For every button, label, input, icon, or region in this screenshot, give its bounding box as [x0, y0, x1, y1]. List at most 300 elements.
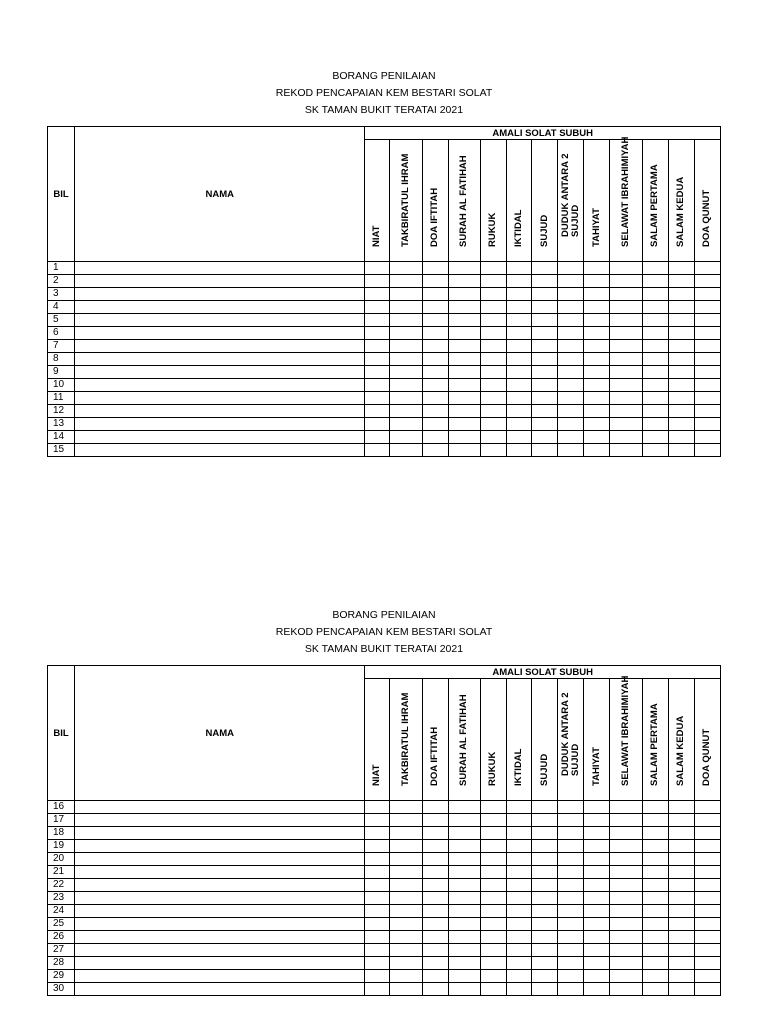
- score-cell[interactable]: [668, 944, 694, 957]
- name-cell[interactable]: [75, 944, 365, 957]
- score-cell[interactable]: [390, 444, 422, 457]
- name-cell[interactable]: [75, 379, 365, 392]
- score-cell[interactable]: [610, 814, 642, 827]
- score-cell[interactable]: [558, 905, 584, 918]
- score-cell[interactable]: [422, 931, 448, 944]
- score-cell[interactable]: [642, 405, 668, 418]
- score-cell[interactable]: [610, 275, 642, 288]
- score-cell[interactable]: [390, 957, 422, 970]
- score-cell[interactable]: [584, 879, 610, 892]
- score-cell[interactable]: [422, 814, 448, 827]
- name-cell[interactable]: [75, 327, 365, 340]
- score-cell[interactable]: [448, 314, 480, 327]
- score-cell[interactable]: [480, 379, 506, 392]
- score-cell[interactable]: [480, 301, 506, 314]
- score-cell[interactable]: [506, 827, 531, 840]
- score-cell[interactable]: [422, 405, 448, 418]
- score-cell[interactable]: [642, 392, 668, 405]
- score-cell[interactable]: [480, 827, 506, 840]
- score-cell[interactable]: [610, 970, 642, 983]
- score-cell[interactable]: [584, 366, 610, 379]
- score-cell[interactable]: [365, 340, 390, 353]
- score-cell[interactable]: [448, 431, 480, 444]
- score-cell[interactable]: [448, 392, 480, 405]
- score-cell[interactable]: [694, 327, 720, 340]
- score-cell[interactable]: [532, 262, 558, 275]
- score-cell[interactable]: [558, 892, 584, 905]
- score-cell[interactable]: [558, 392, 584, 405]
- score-cell[interactable]: [610, 918, 642, 931]
- score-cell[interactable]: [422, 853, 448, 866]
- name-cell[interactable]: [75, 840, 365, 853]
- score-cell[interactable]: [668, 957, 694, 970]
- score-cell[interactable]: [480, 801, 506, 814]
- score-cell[interactable]: [532, 827, 558, 840]
- score-cell[interactable]: [668, 892, 694, 905]
- score-cell[interactable]: [642, 801, 668, 814]
- score-cell[interactable]: [390, 983, 422, 996]
- score-cell[interactable]: [422, 970, 448, 983]
- score-cell[interactable]: [610, 827, 642, 840]
- score-cell[interactable]: [422, 957, 448, 970]
- score-cell[interactable]: [448, 840, 480, 853]
- score-cell[interactable]: [642, 431, 668, 444]
- score-cell[interactable]: [480, 905, 506, 918]
- score-cell[interactable]: [532, 392, 558, 405]
- score-cell[interactable]: [480, 840, 506, 853]
- score-cell[interactable]: [422, 983, 448, 996]
- score-cell[interactable]: [390, 892, 422, 905]
- score-cell[interactable]: [480, 275, 506, 288]
- score-cell[interactable]: [558, 983, 584, 996]
- score-cell[interactable]: [506, 353, 531, 366]
- score-cell[interactable]: [584, 827, 610, 840]
- score-cell[interactable]: [448, 288, 480, 301]
- score-cell[interactable]: [506, 970, 531, 983]
- score-cell[interactable]: [448, 827, 480, 840]
- score-cell[interactable]: [642, 366, 668, 379]
- score-cell[interactable]: [584, 983, 610, 996]
- score-cell[interactable]: [532, 288, 558, 301]
- score-cell[interactable]: [532, 444, 558, 457]
- score-cell[interactable]: [365, 392, 390, 405]
- score-cell[interactable]: [668, 431, 694, 444]
- score-cell[interactable]: [694, 418, 720, 431]
- score-cell[interactable]: [365, 944, 390, 957]
- score-cell[interactable]: [694, 405, 720, 418]
- score-cell[interactable]: [668, 405, 694, 418]
- score-cell[interactable]: [448, 444, 480, 457]
- name-cell[interactable]: [75, 288, 365, 301]
- score-cell[interactable]: [610, 418, 642, 431]
- score-cell[interactable]: [532, 866, 558, 879]
- score-cell[interactable]: [642, 288, 668, 301]
- score-cell[interactable]: [506, 866, 531, 879]
- score-cell[interactable]: [668, 814, 694, 827]
- score-cell[interactable]: [610, 879, 642, 892]
- score-cell[interactable]: [448, 405, 480, 418]
- score-cell[interactable]: [668, 366, 694, 379]
- score-cell[interactable]: [532, 983, 558, 996]
- score-cell[interactable]: [390, 288, 422, 301]
- score-cell[interactable]: [480, 262, 506, 275]
- score-cell[interactable]: [694, 970, 720, 983]
- score-cell[interactable]: [584, 418, 610, 431]
- name-cell[interactable]: [75, 957, 365, 970]
- score-cell[interactable]: [610, 866, 642, 879]
- score-cell[interactable]: [642, 262, 668, 275]
- score-cell[interactable]: [448, 366, 480, 379]
- score-cell[interactable]: [694, 879, 720, 892]
- score-cell[interactable]: [558, 944, 584, 957]
- score-cell[interactable]: [390, 840, 422, 853]
- score-cell[interactable]: [422, 944, 448, 957]
- score-cell[interactable]: [532, 366, 558, 379]
- name-cell[interactable]: [75, 983, 365, 996]
- name-cell[interactable]: [75, 866, 365, 879]
- score-cell[interactable]: [532, 879, 558, 892]
- score-cell[interactable]: [448, 275, 480, 288]
- score-cell[interactable]: [610, 314, 642, 327]
- score-cell[interactable]: [365, 814, 390, 827]
- name-cell[interactable]: [75, 827, 365, 840]
- score-cell[interactable]: [558, 918, 584, 931]
- score-cell[interactable]: [365, 444, 390, 457]
- score-cell[interactable]: [390, 262, 422, 275]
- score-cell[interactable]: [610, 853, 642, 866]
- score-cell[interactable]: [365, 983, 390, 996]
- name-cell[interactable]: [75, 405, 365, 418]
- score-cell[interactable]: [584, 970, 610, 983]
- score-cell[interactable]: [610, 801, 642, 814]
- score-cell[interactable]: [668, 931, 694, 944]
- score-cell[interactable]: [668, 327, 694, 340]
- score-cell[interactable]: [532, 801, 558, 814]
- score-cell[interactable]: [558, 418, 584, 431]
- score-cell[interactable]: [448, 879, 480, 892]
- name-cell[interactable]: [75, 905, 365, 918]
- score-cell[interactable]: [668, 827, 694, 840]
- score-cell[interactable]: [506, 275, 531, 288]
- score-cell[interactable]: [506, 314, 531, 327]
- score-cell[interactable]: [390, 366, 422, 379]
- score-cell[interactable]: [390, 814, 422, 827]
- score-cell[interactable]: [558, 314, 584, 327]
- score-cell[interactable]: [584, 444, 610, 457]
- score-cell[interactable]: [532, 301, 558, 314]
- score-cell[interactable]: [558, 275, 584, 288]
- score-cell[interactable]: [694, 892, 720, 905]
- score-cell[interactable]: [390, 866, 422, 879]
- score-cell[interactable]: [642, 879, 668, 892]
- score-cell[interactable]: [480, 944, 506, 957]
- score-cell[interactable]: [480, 431, 506, 444]
- score-cell[interactable]: [480, 353, 506, 366]
- name-cell[interactable]: [75, 801, 365, 814]
- score-cell[interactable]: [506, 918, 531, 931]
- score-cell[interactable]: [584, 866, 610, 879]
- score-cell[interactable]: [668, 288, 694, 301]
- score-cell[interactable]: [390, 301, 422, 314]
- score-cell[interactable]: [642, 983, 668, 996]
- score-cell[interactable]: [694, 983, 720, 996]
- score-cell[interactable]: [642, 957, 668, 970]
- score-cell[interactable]: [365, 866, 390, 879]
- score-cell[interactable]: [558, 366, 584, 379]
- score-cell[interactable]: [532, 418, 558, 431]
- score-cell[interactable]: [422, 392, 448, 405]
- score-cell[interactable]: [584, 957, 610, 970]
- score-cell[interactable]: [642, 444, 668, 457]
- score-cell[interactable]: [558, 262, 584, 275]
- score-cell[interactable]: [558, 444, 584, 457]
- score-cell[interactable]: [694, 314, 720, 327]
- score-cell[interactable]: [584, 840, 610, 853]
- score-cell[interactable]: [448, 866, 480, 879]
- score-cell[interactable]: [448, 918, 480, 931]
- score-cell[interactable]: [694, 814, 720, 827]
- score-cell[interactable]: [422, 262, 448, 275]
- score-cell[interactable]: [558, 827, 584, 840]
- score-cell[interactable]: [365, 379, 390, 392]
- score-cell[interactable]: [668, 418, 694, 431]
- score-cell[interactable]: [422, 340, 448, 353]
- score-cell[interactable]: [422, 840, 448, 853]
- score-cell[interactable]: [506, 814, 531, 827]
- name-cell[interactable]: [75, 931, 365, 944]
- score-cell[interactable]: [506, 879, 531, 892]
- score-cell[interactable]: [365, 970, 390, 983]
- score-cell[interactable]: [694, 262, 720, 275]
- score-cell[interactable]: [668, 840, 694, 853]
- score-cell[interactable]: [532, 405, 558, 418]
- score-cell[interactable]: [610, 262, 642, 275]
- score-cell[interactable]: [532, 353, 558, 366]
- score-cell[interactable]: [422, 275, 448, 288]
- score-cell[interactable]: [365, 405, 390, 418]
- name-cell[interactable]: [75, 431, 365, 444]
- score-cell[interactable]: [422, 431, 448, 444]
- score-cell[interactable]: [390, 944, 422, 957]
- score-cell[interactable]: [642, 327, 668, 340]
- score-cell[interactable]: [390, 905, 422, 918]
- score-cell[interactable]: [390, 405, 422, 418]
- score-cell[interactable]: [668, 879, 694, 892]
- score-cell[interactable]: [448, 905, 480, 918]
- score-cell[interactable]: [558, 879, 584, 892]
- score-cell[interactable]: [480, 418, 506, 431]
- score-cell[interactable]: [584, 314, 610, 327]
- score-cell[interactable]: [390, 275, 422, 288]
- score-cell[interactable]: [422, 444, 448, 457]
- score-cell[interactable]: [610, 957, 642, 970]
- score-cell[interactable]: [532, 340, 558, 353]
- score-cell[interactable]: [448, 353, 480, 366]
- score-cell[interactable]: [642, 905, 668, 918]
- score-cell[interactable]: [584, 918, 610, 931]
- score-cell[interactable]: [610, 905, 642, 918]
- score-cell[interactable]: [532, 814, 558, 827]
- score-cell[interactable]: [506, 340, 531, 353]
- score-cell[interactable]: [422, 827, 448, 840]
- score-cell[interactable]: [694, 379, 720, 392]
- score-cell[interactable]: [365, 801, 390, 814]
- score-cell[interactable]: [365, 840, 390, 853]
- score-cell[interactable]: [365, 892, 390, 905]
- score-cell[interactable]: [480, 814, 506, 827]
- score-cell[interactable]: [422, 801, 448, 814]
- score-cell[interactable]: [584, 288, 610, 301]
- score-cell[interactable]: [694, 288, 720, 301]
- score-cell[interactable]: [506, 405, 531, 418]
- score-cell[interactable]: [390, 379, 422, 392]
- score-cell[interactable]: [668, 353, 694, 366]
- score-cell[interactable]: [694, 431, 720, 444]
- score-cell[interactable]: [480, 970, 506, 983]
- score-cell[interactable]: [532, 970, 558, 983]
- score-cell[interactable]: [668, 866, 694, 879]
- score-cell[interactable]: [694, 801, 720, 814]
- score-cell[interactable]: [480, 879, 506, 892]
- score-cell[interactable]: [558, 353, 584, 366]
- score-cell[interactable]: [584, 405, 610, 418]
- score-cell[interactable]: [610, 983, 642, 996]
- score-cell[interactable]: [610, 944, 642, 957]
- score-cell[interactable]: [584, 392, 610, 405]
- score-cell[interactable]: [610, 366, 642, 379]
- score-cell[interactable]: [480, 957, 506, 970]
- score-cell[interactable]: [506, 931, 531, 944]
- name-cell[interactable]: [75, 314, 365, 327]
- score-cell[interactable]: [558, 931, 584, 944]
- score-cell[interactable]: [448, 379, 480, 392]
- score-cell[interactable]: [558, 853, 584, 866]
- score-cell[interactable]: [532, 840, 558, 853]
- score-cell[interactable]: [610, 392, 642, 405]
- score-cell[interactable]: [668, 801, 694, 814]
- score-cell[interactable]: [506, 262, 531, 275]
- score-cell[interactable]: [365, 853, 390, 866]
- score-cell[interactable]: [480, 288, 506, 301]
- score-cell[interactable]: [480, 340, 506, 353]
- score-cell[interactable]: [365, 957, 390, 970]
- score-cell[interactable]: [448, 892, 480, 905]
- score-cell[interactable]: [390, 879, 422, 892]
- score-cell[interactable]: [448, 418, 480, 431]
- score-cell[interactable]: [390, 970, 422, 983]
- name-cell[interactable]: [75, 262, 365, 275]
- score-cell[interactable]: [668, 444, 694, 457]
- score-cell[interactable]: [558, 957, 584, 970]
- score-cell[interactable]: [694, 840, 720, 853]
- score-cell[interactable]: [480, 918, 506, 931]
- score-cell[interactable]: [642, 314, 668, 327]
- score-cell[interactable]: [448, 957, 480, 970]
- score-cell[interactable]: [480, 405, 506, 418]
- score-cell[interactable]: [668, 918, 694, 931]
- name-cell[interactable]: [75, 301, 365, 314]
- score-cell[interactable]: [422, 866, 448, 879]
- score-cell[interactable]: [390, 418, 422, 431]
- score-cell[interactable]: [448, 970, 480, 983]
- score-cell[interactable]: [584, 431, 610, 444]
- score-cell[interactable]: [642, 275, 668, 288]
- score-cell[interactable]: [448, 814, 480, 827]
- score-cell[interactable]: [558, 814, 584, 827]
- score-cell[interactable]: [422, 379, 448, 392]
- score-cell[interactable]: [642, 418, 668, 431]
- score-cell[interactable]: [390, 931, 422, 944]
- score-cell[interactable]: [610, 840, 642, 853]
- score-cell[interactable]: [610, 431, 642, 444]
- name-cell[interactable]: [75, 444, 365, 457]
- score-cell[interactable]: [694, 866, 720, 879]
- score-cell[interactable]: [610, 288, 642, 301]
- score-cell[interactable]: [506, 379, 531, 392]
- score-cell[interactable]: [584, 853, 610, 866]
- score-cell[interactable]: [584, 353, 610, 366]
- score-cell[interactable]: [506, 840, 531, 853]
- score-cell[interactable]: [422, 353, 448, 366]
- name-cell[interactable]: [75, 392, 365, 405]
- name-cell[interactable]: [75, 892, 365, 905]
- score-cell[interactable]: [365, 262, 390, 275]
- score-cell[interactable]: [642, 892, 668, 905]
- score-cell[interactable]: [506, 801, 531, 814]
- score-cell[interactable]: [365, 918, 390, 931]
- score-cell[interactable]: [694, 957, 720, 970]
- score-cell[interactable]: [390, 827, 422, 840]
- score-cell[interactable]: [532, 379, 558, 392]
- score-cell[interactable]: [610, 379, 642, 392]
- score-cell[interactable]: [365, 366, 390, 379]
- score-cell[interactable]: [558, 379, 584, 392]
- score-cell[interactable]: [390, 392, 422, 405]
- score-cell[interactable]: [390, 327, 422, 340]
- score-cell[interactable]: [365, 827, 390, 840]
- score-cell[interactable]: [506, 944, 531, 957]
- score-cell[interactable]: [668, 262, 694, 275]
- score-cell[interactable]: [480, 444, 506, 457]
- score-cell[interactable]: [610, 444, 642, 457]
- score-cell[interactable]: [532, 314, 558, 327]
- score-cell[interactable]: [558, 405, 584, 418]
- score-cell[interactable]: [668, 853, 694, 866]
- score-cell[interactable]: [584, 301, 610, 314]
- score-cell[interactable]: [422, 918, 448, 931]
- score-cell[interactable]: [642, 918, 668, 931]
- score-cell[interactable]: [668, 340, 694, 353]
- score-cell[interactable]: [558, 327, 584, 340]
- score-cell[interactable]: [506, 444, 531, 457]
- score-cell[interactable]: [448, 327, 480, 340]
- score-cell[interactable]: [532, 275, 558, 288]
- score-cell[interactable]: [532, 957, 558, 970]
- score-cell[interactable]: [610, 301, 642, 314]
- score-cell[interactable]: [584, 379, 610, 392]
- score-cell[interactable]: [642, 340, 668, 353]
- score-cell[interactable]: [422, 418, 448, 431]
- score-cell[interactable]: [642, 827, 668, 840]
- score-cell[interactable]: [694, 353, 720, 366]
- name-cell[interactable]: [75, 879, 365, 892]
- score-cell[interactable]: [642, 866, 668, 879]
- score-cell[interactable]: [610, 340, 642, 353]
- score-cell[interactable]: [422, 327, 448, 340]
- score-cell[interactable]: [480, 931, 506, 944]
- score-cell[interactable]: [694, 340, 720, 353]
- score-cell[interactable]: [448, 262, 480, 275]
